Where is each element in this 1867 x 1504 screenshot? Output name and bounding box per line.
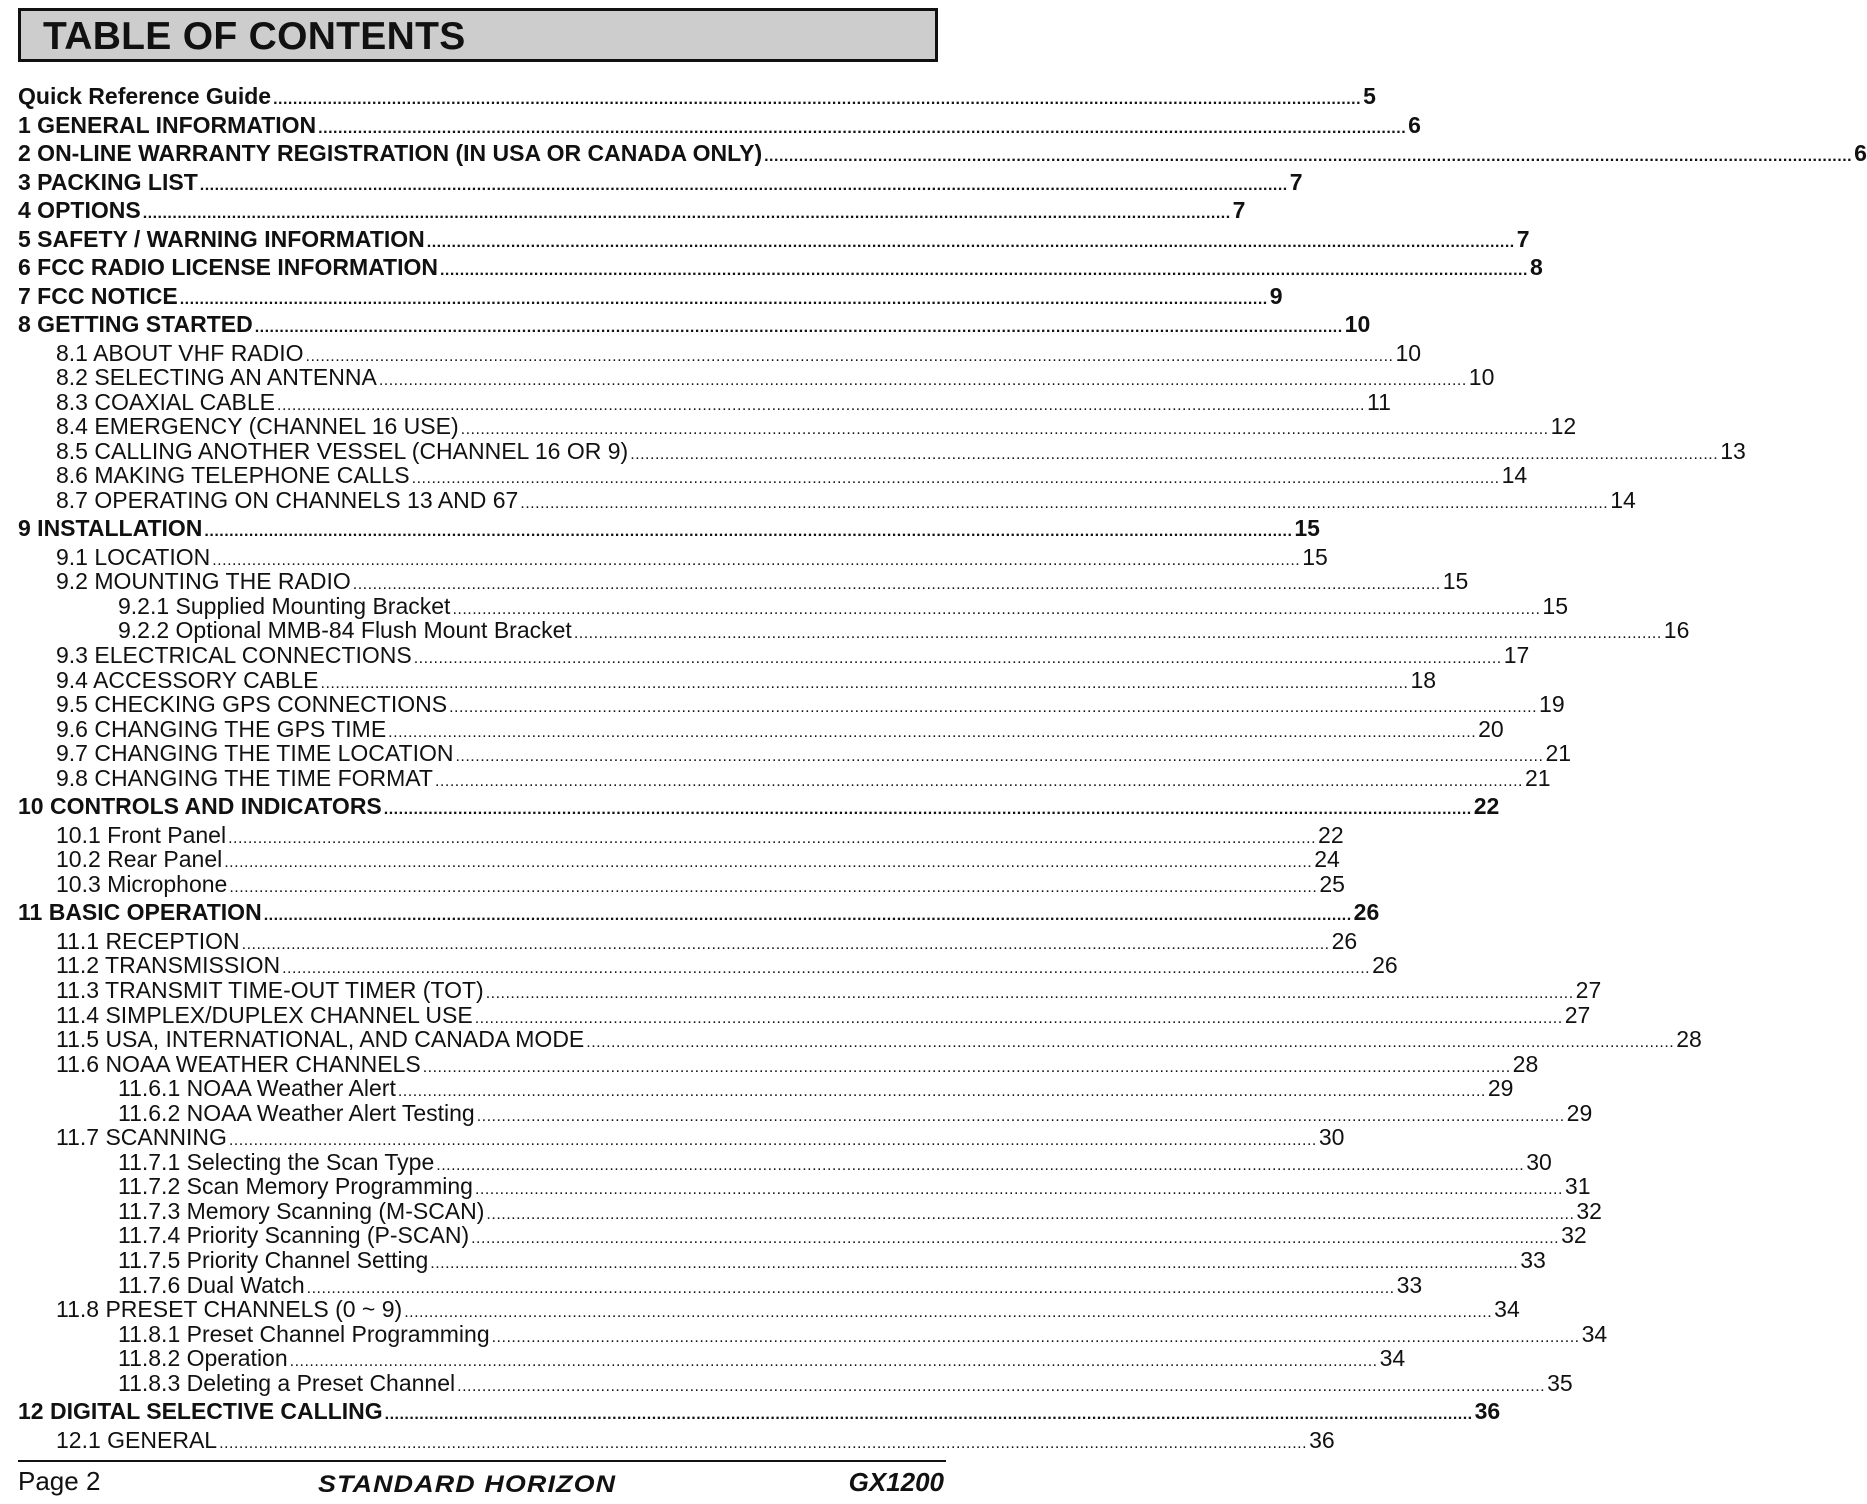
toc-entry[interactable] bbox=[18, 899, 1380, 928]
toc-entry-title: 8.1 ABOUT VHF RADIO bbox=[56, 339, 304, 366]
toc-entry-page: 12 bbox=[1550, 413, 1577, 440]
toc-entry-page: 21 bbox=[1524, 764, 1551, 791]
toc-entry-title: 11.7.3 Memory Scanning (M-SCAN) bbox=[118, 1197, 485, 1224]
toc-dot-leader: ............................................................................................................................................................................................................................ bbox=[219, 1434, 1308, 1452]
toc-dot-leader: ............................................................................................................................................................................................................................ bbox=[439, 262, 1528, 279]
toc-entry[interactable] bbox=[56, 764, 1551, 794]
toc-entry-page: 33 bbox=[1396, 1271, 1423, 1298]
toc-dot-leader: ............................................................................................................................................................................................................................ bbox=[411, 470, 1500, 488]
toc-entry-page: 17 bbox=[1503, 642, 1530, 668]
toc-entry-title: 9 INSTALLATION bbox=[18, 515, 203, 542]
toc-dot-leader: ............................................................................................................................................................................................................................ bbox=[474, 1009, 1563, 1027]
toc-entry-page: 10 bbox=[1468, 364, 1495, 391]
toc-dot-leader: ............................................................................................................................................................................................................................ bbox=[491, 1328, 1580, 1346]
toc-dot-leader: ............................................................................................................................................................................................................................ bbox=[457, 1377, 1546, 1395]
toc-entry-page: 14 bbox=[1610, 486, 1636, 513]
toc-entry-page: 13 bbox=[1720, 437, 1746, 464]
toc-dot-leader: ............................................................................................................................................................................................................................ bbox=[241, 935, 1330, 953]
toc-entry-title: 11.8.1 Preset Channel Programming bbox=[118, 1320, 490, 1347]
toc-entry-title: 11.6.1 NOAA Weather Alert bbox=[118, 1075, 396, 1102]
footer-divider bbox=[18, 1460, 946, 1462]
toc-entry-page: 10 bbox=[1395, 339, 1422, 366]
toc-dot-leader: ............................................................................................................................................................................................................................ bbox=[397, 1083, 1486, 1101]
toc-dot-leader: ............................................................................................................................................................................................................................ bbox=[199, 176, 1288, 194]
toc-dot-leader: ............................................................................................................................................................................................................................ bbox=[204, 523, 1293, 541]
toc-entry-page: 26 bbox=[1372, 952, 1398, 979]
toc-dot-leader: ............................................................................................................................................................................................................................ bbox=[228, 829, 1317, 847]
toc-dot-leader: ............................................................................................................................................................................................................................ bbox=[449, 699, 1538, 717]
toc-entry-title: 4 OPTIONS bbox=[18, 197, 141, 223]
toc-entry-page: 32 bbox=[1561, 1222, 1587, 1249]
toc-entry-page: 15 bbox=[1442, 568, 1469, 595]
toc-entry-title: 11.7.4 Priority Scanning (P-SCAN) bbox=[118, 1222, 470, 1249]
toc-entry-title: 11.7.2 Scan Memory Programming bbox=[118, 1173, 473, 1200]
toc-entry-title: 9.5 CHECKING GPS CONNECTIONS bbox=[56, 691, 448, 718]
toc-entry-page: 21 bbox=[1545, 740, 1572, 767]
toc-dot-leader: ............................................................................................................................................................................................................................ bbox=[212, 551, 1301, 569]
toc-entry-title: 9.2.1 Supplied Mounting Bracket bbox=[118, 592, 451, 619]
toc-entry-page: 14 bbox=[1501, 462, 1528, 489]
toc-entry-page: 29 bbox=[1566, 1099, 1593, 1126]
toc-entry-title: 8.6 MAKING TELEPHONE CALLS bbox=[56, 462, 410, 489]
toc-entry-page: 31 bbox=[1564, 1173, 1591, 1200]
toc-entry-title: 12 DIGITAL SELECTIVE CALLING bbox=[18, 1398, 383, 1425]
toc-dot-leader: ............................................................................................................................................................................................................................ bbox=[224, 854, 1313, 872]
toc-dot-leader: ............................................................................................................................................................................................................................ bbox=[263, 907, 1352, 925]
toc-entry-page: 8 bbox=[1529, 254, 1543, 280]
toc-entry-page: 15 bbox=[1542, 592, 1568, 619]
toc-entry-title: 5 SAFETY / WARNING INFORMATION bbox=[18, 225, 425, 252]
toc-entry-title: 11.8.3 Deleting a Preset Channel bbox=[118, 1369, 456, 1396]
toc-dot-leader: ............................................................................................................................................................................................................................ bbox=[282, 960, 1371, 978]
toc-entry-page: 36 bbox=[1474, 1398, 1501, 1425]
toc-entry[interactable] bbox=[18, 515, 1320, 544]
toc-dot-leader: ............................................................................................................................................................................................................................ bbox=[430, 1255, 1519, 1272]
toc-dot-leader: ............................................................................................................................................................................................................................ bbox=[436, 1156, 1525, 1174]
toc-entry-title: 10.1 Front Panel bbox=[56, 821, 227, 848]
toc-dot-leader: ............................................................................................................................................................................................................................ bbox=[573, 625, 1662, 643]
toc-dot-leader: ............................................................................................................................................................................................................................ bbox=[142, 205, 1231, 222]
toc-dot-leader: ............................................................................................................................................................................................................................ bbox=[434, 772, 1523, 790]
toc-dot-leader: ............................................................................................................................................................................................................................ bbox=[471, 1230, 1560, 1248]
toc-entry-page: 30 bbox=[1318, 1124, 1345, 1151]
toc-entry-page: 28 bbox=[1676, 1026, 1702, 1053]
toc-entry-title: 11.7.1 Selecting the Scan Type bbox=[118, 1148, 435, 1175]
toc-entry-page: 9 bbox=[1269, 282, 1283, 309]
toc-entry-page: 5 bbox=[1363, 83, 1376, 109]
toc-entry-title: 8.7 OPERATING ON CHANNELS 13 AND 67 bbox=[56, 486, 519, 513]
footer-page-number: Page 2 bbox=[18, 1466, 101, 1496]
toc-entry-title: 8.5 CALLING ANOTHER VESSEL (CHANNEL 16 OR 9) bbox=[56, 437, 629, 464]
toc-entry-page: 34 bbox=[1494, 1296, 1520, 1323]
toc-entry-page: 22 bbox=[1318, 821, 1344, 848]
toc-entry-title: 10 CONTROLS AND INDICATORS bbox=[18, 793, 382, 820]
toc-entry-page: 27 bbox=[1575, 976, 1602, 1003]
toc-entry-page: 15 bbox=[1294, 515, 1320, 542]
toc-entry-title: 9.8 CHANGING THE TIME FORMAT bbox=[56, 764, 433, 791]
toc-dot-leader: ............................................................................................................................................................................................................................ bbox=[404, 1304, 1493, 1322]
toc-entry-title: 11.5 USA, INTERNATIONAL, AND CANADA MODE bbox=[56, 1026, 585, 1053]
toc-entry-title: 11.8.2 Operation bbox=[118, 1345, 288, 1372]
toc-entry-title: 10.3 Microphone bbox=[56, 870, 228, 897]
toc-dot-leader: ............................................................................................................................................................................................................................ bbox=[455, 748, 1544, 766]
toc-entry[interactable] bbox=[18, 282, 1283, 312]
toc-entry-page: 11 bbox=[1367, 388, 1391, 415]
toc-entry-title: 11.8 PRESET CHANNELS (0 ~ 9) bbox=[56, 1296, 403, 1323]
toc-entry-title: 9.1 LOCATION bbox=[56, 543, 211, 570]
toc-dot-leader: ............................................................................................................................................................................................................................ bbox=[630, 445, 1719, 463]
toc-entry[interactable] bbox=[118, 1369, 1573, 1399]
toc-dot-leader: ............................................................................................................................................................................................................................ bbox=[228, 1132, 1317, 1150]
toc-dot-leader: ............................................................................................................................................................................................................................ bbox=[520, 494, 1609, 512]
toc-entry-title: 8.2 SELECTING AN ANTENNA bbox=[56, 364, 377, 391]
toc-entry-title: 8.3 COAXIAL CABLE bbox=[56, 388, 276, 415]
toc-entry-page: 28 bbox=[1512, 1050, 1539, 1077]
toc-entry-title: 9.7 CHANGING THE TIME LOCATION bbox=[56, 740, 454, 767]
toc-entry-title: 12.1 GENERAL bbox=[56, 1426, 218, 1453]
toc-entry-page: 7 bbox=[1232, 197, 1246, 223]
page-title: TABLE OF CONTENTS bbox=[43, 15, 466, 58]
toc-entry-page: 29 bbox=[1487, 1075, 1514, 1102]
toc-entry-title: 10.2 Rear Panel bbox=[56, 846, 223, 873]
toc-dot-leader: ............................................................................................................................................................................................................................ bbox=[384, 1406, 1473, 1424]
toc-entry-page: 32 bbox=[1576, 1197, 1602, 1224]
toc-entry[interactable] bbox=[18, 1398, 1501, 1427]
toc-entry[interactable] bbox=[18, 111, 1421, 141]
toc-entry[interactable] bbox=[18, 168, 1303, 198]
toc-entry[interactable] bbox=[18, 311, 1371, 340]
toc-entry[interactable] bbox=[56, 870, 1345, 900]
toc-entry[interactable] bbox=[18, 140, 1867, 169]
toc-entry-page: 16 bbox=[1663, 617, 1690, 644]
toc-entry-title: 2 ON-LINE WARRANTY REGISTRATION (IN USA OR CANADA ONLY) bbox=[18, 140, 763, 166]
toc-entry-title: 8.4 EMERGENCY (CHANNEL 16 USE) bbox=[56, 413, 459, 440]
toc-dot-leader: ............................................................................................................................................................................................................................ bbox=[426, 233, 1515, 251]
toc-entry-title: 11.6.2 NOAA Weather Alert Testing bbox=[118, 1099, 475, 1126]
toc-entry-title: 9.3 ELECTRICAL CONNECTIONS bbox=[56, 642, 412, 668]
toc-dot-leader: ............................................................................................................................................................................................................................ bbox=[289, 1353, 1378, 1371]
toc-entry-page: 34 bbox=[1581, 1320, 1608, 1347]
toc-dot-leader: ............................................................................................................................................................................................................................ bbox=[320, 674, 1409, 692]
toc-entry-page: 15 bbox=[1302, 543, 1328, 570]
footer-brand-logo: STANDARD HORIZON bbox=[318, 1471, 617, 1498]
toc-dot-leader: ............................................................................................................................................................................................................................ bbox=[229, 878, 1318, 896]
toc-entry-page: 26 bbox=[1331, 927, 1358, 954]
toc-entry-title: 11.2 TRANSMISSION bbox=[56, 952, 281, 979]
toc-entry-title: 11.7.5 Priority Channel Setting bbox=[118, 1247, 429, 1273]
toc-entry-page: 27 bbox=[1564, 1001, 1591, 1028]
toc-entry-title: 11.7 SCANNING bbox=[56, 1124, 227, 1151]
toc-dot-leader: ............................................................................................................................................................................................................................ bbox=[586, 1034, 1675, 1052]
toc-entry-page: 24 bbox=[1314, 846, 1340, 873]
toc-dot-leader: ............................................................................................................................................................................................................................ bbox=[485, 984, 1574, 1002]
toc-dot-leader: ............................................................................................................................................................................................................................ bbox=[476, 1107, 1565, 1125]
toc-dot-leader: ............................................................................................................................................................................................................................ bbox=[452, 600, 1541, 618]
footer-model-name: GX1200 bbox=[848, 1467, 944, 1497]
toc-dot-leader: ............................................................................................................................................................................................................................ bbox=[277, 396, 1365, 414]
toc-dot-leader: ............................................................................................................................................................................................................................ bbox=[179, 290, 1268, 308]
toc-dot-leader: ............................................................................................................................................................................................................................ bbox=[474, 1181, 1563, 1199]
toc-entry-title: 9.4 ACCESSORY CABLE bbox=[56, 666, 319, 693]
toc-entry[interactable] bbox=[18, 225, 1530, 255]
toc-dot-leader: ............................................................................................................................................................................................................................ bbox=[306, 1279, 1395, 1297]
toc-entry-page: 7 bbox=[1516, 225, 1530, 252]
toc-entry-title: 11 BASIC OPERATION bbox=[18, 899, 262, 926]
toc-entry-page: 22 bbox=[1473, 793, 1500, 820]
toc-dot-leader: ............................................................................................................................................................................................................................ bbox=[318, 119, 1407, 137]
toc-entry-page: 18 bbox=[1410, 666, 1437, 693]
toc-entry[interactable] bbox=[56, 1426, 1335, 1456]
toc-entry-title: 11.7.6 Dual Watch bbox=[118, 1271, 305, 1298]
toc-entry-page: 6 bbox=[1854, 140, 1867, 166]
toc-dot-leader: ............................................................................................................................................................................................................................ bbox=[764, 148, 1853, 165]
toc-entry-title: 9.2 MOUNTING THE RADIO bbox=[56, 568, 351, 595]
toc-dot-leader: ............................................................................................................................................................................................................................ bbox=[378, 372, 1467, 390]
toc-entry-page: 10 bbox=[1344, 311, 1371, 337]
toc-dot-leader: ............................................................................................................................................................................................................................ bbox=[413, 650, 1502, 667]
toc-entry-title: 8 GETTING STARTED bbox=[18, 311, 253, 337]
toc-entry-title: 6 FCC RADIO LICENSE INFORMATION bbox=[18, 254, 438, 280]
toc-dot-leader: ............................................................................................................................................................................................................................ bbox=[460, 421, 1549, 439]
toc-dot-leader: ............................................................................................................................................................................................................................ bbox=[388, 723, 1477, 741]
toc-dot-leader: ............................................................................................................................................................................................................................ bbox=[254, 319, 1343, 336]
toc-dot-leader: ............................................................................................................................................................................................................................ bbox=[273, 91, 1362, 108]
toc-entry-page: 25 bbox=[1319, 870, 1345, 897]
toc-entry-title: 11.1 RECEPTION bbox=[56, 927, 240, 954]
toc-entry[interactable] bbox=[18, 793, 1500, 822]
toc-entry-page: 35 bbox=[1547, 1369, 1573, 1396]
toc-entry-title: 11.3 TRANSMIT TIME-OUT TIMER (TOT) bbox=[56, 976, 484, 1003]
toc-entry-page: 26 bbox=[1353, 899, 1380, 926]
toc-entry-title: 9.2.2 Optional MMB-84 Flush Mount Bracket bbox=[118, 617, 572, 644]
toc-title-bar bbox=[18, 8, 938, 62]
toc-entry-title: 1 GENERAL INFORMATION bbox=[18, 111, 317, 138]
toc-entry-page: 33 bbox=[1520, 1247, 1546, 1273]
toc-entry-page: 7 bbox=[1289, 168, 1303, 195]
toc-entry-page: 6 bbox=[1408, 111, 1421, 138]
toc-entry-title: 3 PACKING LIST bbox=[18, 168, 198, 195]
toc-entry-page: 34 bbox=[1379, 1345, 1406, 1372]
toc-entry-page: 19 bbox=[1539, 691, 1565, 718]
toc-dot-leader: ............................................................................................................................................................................................................................ bbox=[383, 801, 1472, 819]
toc-entry-title: 9.6 CHANGING THE GPS TIME bbox=[56, 715, 387, 742]
toc-dot-leader: ............................................................................................................................................................................................................................ bbox=[486, 1205, 1575, 1223]
toc-dot-leader: ............................................................................................................................................................................................................................ bbox=[305, 347, 1394, 365]
toc-entry-title: 7 FCC NOTICE bbox=[18, 282, 178, 309]
toc-entry[interactable] bbox=[56, 486, 1636, 516]
toc-entry-title: 11.4 SIMPLEX/DUPLEX CHANNEL USE bbox=[56, 1001, 473, 1028]
toc-entry-title: 11.6 NOAA WEATHER CHANNELS bbox=[56, 1050, 421, 1077]
toc-entry-page: 20 bbox=[1478, 715, 1504, 742]
toc-entry[interactable] bbox=[18, 254, 1543, 283]
toc-entry-page: 36 bbox=[1309, 1426, 1335, 1453]
toc-entry[interactable] bbox=[18, 197, 1246, 226]
toc-entry-title: Quick Reference Guide bbox=[18, 83, 272, 109]
toc-dot-leader: ............................................................................................................................................................................................................................ bbox=[352, 576, 1441, 594]
toc-entry-page: 30 bbox=[1526, 1148, 1552, 1175]
toc-dot-leader: ............................................................................................................................................................................................................................ bbox=[422, 1058, 1511, 1076]
toc-entry[interactable] bbox=[18, 83, 1376, 112]
